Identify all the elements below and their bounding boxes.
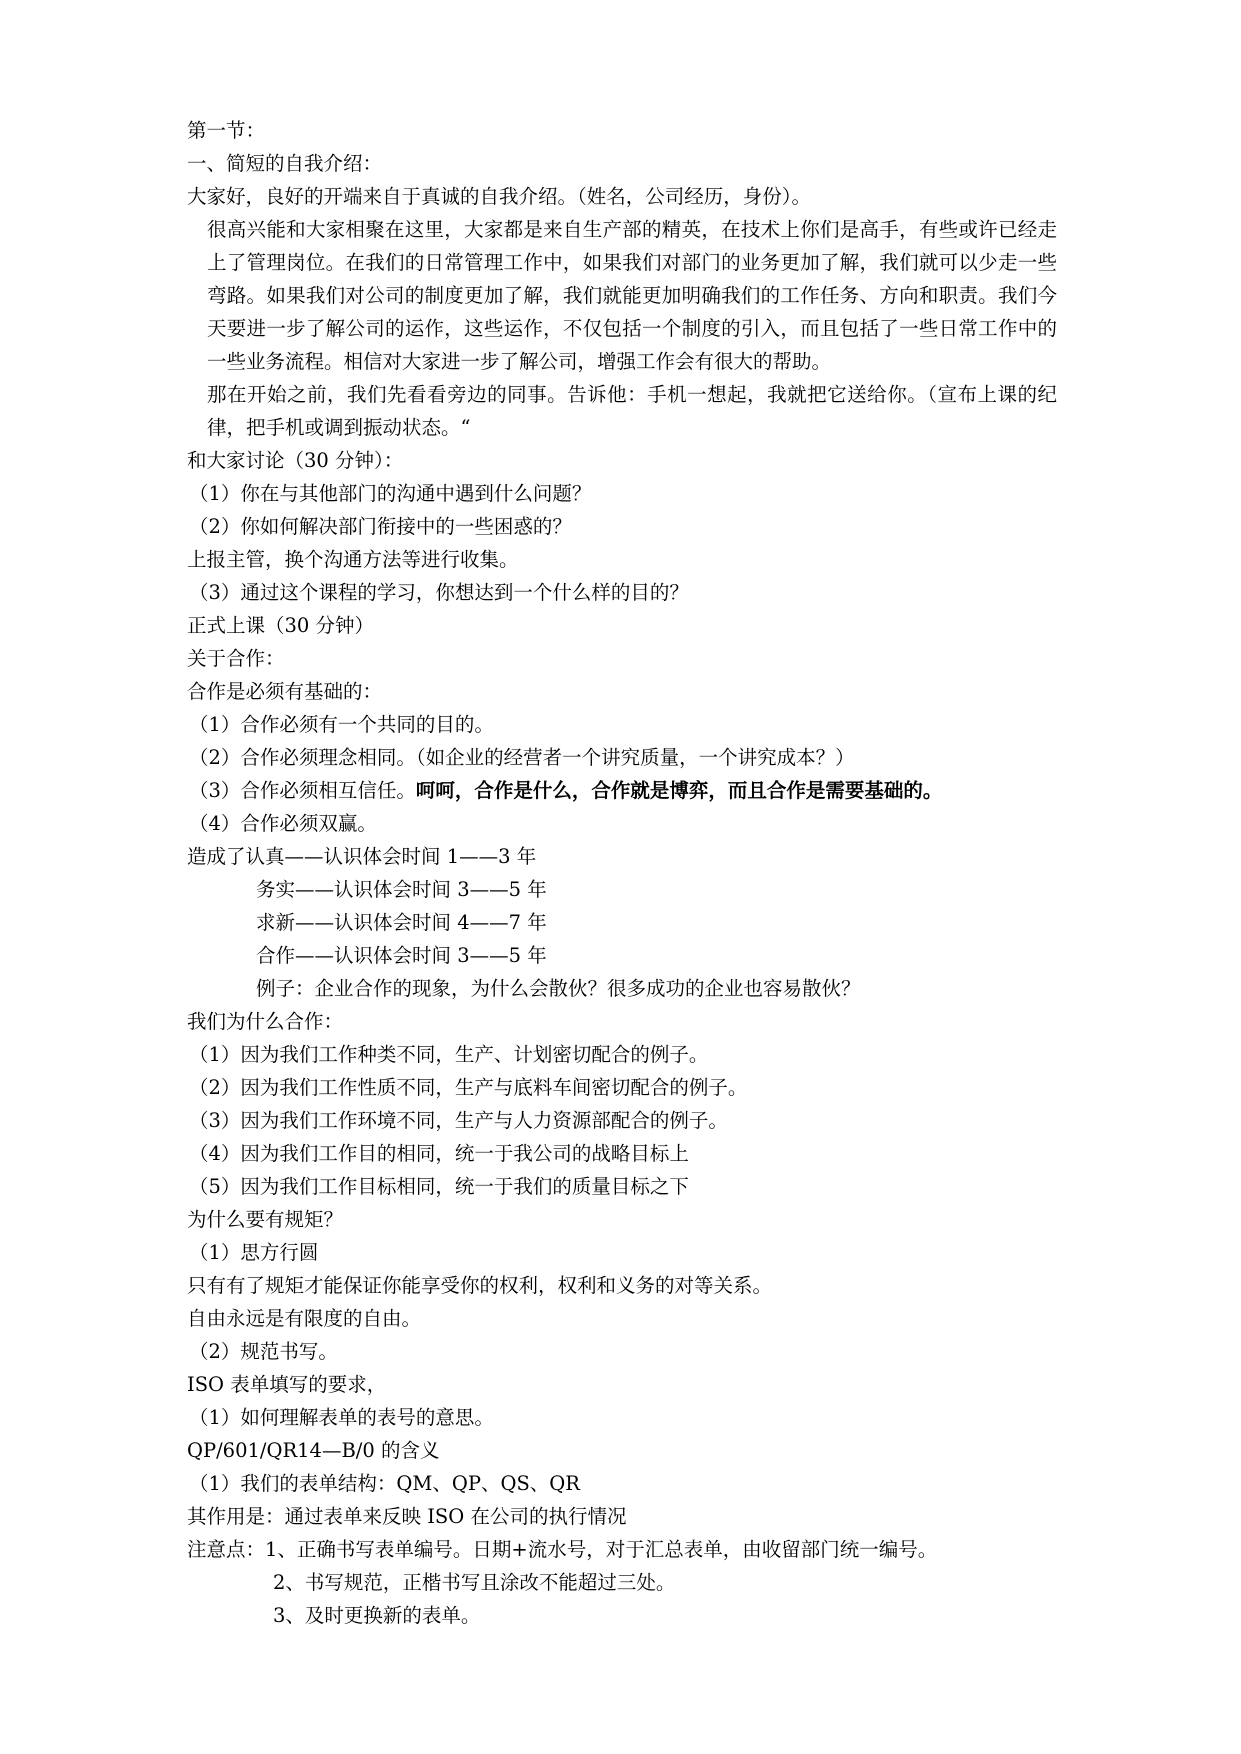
discussion-question-3: （3）通过这个课程的学习，你想达到一个什么样的目的？: [189, 581, 689, 604]
paragraph-phone-rule: 那在开始之前，我们先看看旁边的同事。告诉他：手机一想起，我就把它送给你。（宣布上课的纪律，把手机或调到振动状态。“: [207, 383, 1057, 439]
note-item-2: 2、书写规范，正楷书写且涂改不能超过三处。: [273, 1571, 676, 1594]
discussion-question-2: （2）你如何解决部门衔接中的一些困惑的？: [189, 515, 572, 538]
discussion-title: 和大家讨论（30 分钟）：: [187, 449, 404, 472]
document-body: [187, 114, 1057, 1632]
about-cooperation: 关于合作：: [187, 647, 285, 670]
why-item-1: （1）因为我们工作种类不同，生产、计划密切配合的例子。: [189, 1043, 709, 1066]
discussion-note: 上报主管，换个沟通方法等进行收集。: [187, 548, 519, 571]
class-title: 正式上课（30 分钟）: [187, 614, 375, 637]
rules-item-1: （1）思方行圆: [189, 1241, 319, 1264]
cooperation-item-1: （1）合作必须有一个共同的目的。: [189, 713, 494, 736]
cooperation-item-4: （4）合作必须双赢。: [189, 812, 377, 835]
rules-title: 为什么要有规矩？: [187, 1208, 344, 1231]
section-heading: 第一节：: [187, 119, 266, 142]
rules-note-2: 自由永远是有限度的自由。: [187, 1307, 422, 1330]
why-item-4: （4）因为我们工作目的相同，统一于我公司的战略目标上: [189, 1142, 689, 1165]
cooperation-basis: 合作是必须有基础的：: [187, 680, 383, 703]
iso-effect: 其作用是：通过表单来反映 ISO 在公司的执行情况: [187, 1505, 627, 1528]
stage-line-1: 造成了认真——认识体会时间 1——3 年: [187, 845, 537, 868]
note-item-1: 注意点：1、正确书写表单编号。日期+流水号，对于汇总表单，由收留部门统一编号。: [187, 1538, 938, 1561]
why-cooperate-title: 我们为什么合作：: [187, 1010, 344, 1033]
why-item-3: （3）因为我们工作环境不同，生产与人力资源部配合的例子。: [189, 1109, 728, 1132]
iso-item-1: （1）如何理解表单的表号的意思。: [189, 1406, 494, 1429]
iso-structure: （1）我们的表单结构：QM、QP、QS、QR: [189, 1472, 580, 1495]
discussion-question-1: （1）你在与其他部门的沟通中遇到什么问题？: [189, 482, 592, 505]
rules-item-2: （2）规范书写。: [189, 1340, 338, 1363]
note-item-3: 3、及时更换新的表单。: [273, 1604, 481, 1627]
why-item-2: （2）因为我们工作性质不同，生产与底料车间密切配合的例子。: [189, 1076, 748, 1099]
iso-code-meaning: QP/601/QR14—B/0 的含义: [187, 1439, 440, 1462]
cooperation-item-3: [187, 774, 1057, 807]
iso-title: ISO 表单填写的要求，: [187, 1373, 387, 1396]
rules-note-1: 只有有了规矩才能保证你能享受你的权利，权利和义务的对等关系。: [187, 1274, 773, 1297]
paragraph-welcome: 很高兴能和大家相聚在这里，大家都是来自生产部的精英，在技术上你们是高手，有些或许已经走上了管理岗位。在我们的日常管理工作中，如果我们对部门的业务更加了解，我们就可以少走一些弯路。如果我们对公司的制度更加了解，我们就能更加明确我们的工作任务、方向和职责。我们今天要进一步了解公司的运作，这些运作，不仅包括一个制度的引入，而且包括了一些日常工作中的一些业务流程。相信对大家进一步了解公司，增强工作会有很大的帮助。: [207, 218, 1057, 373]
cooperation-item-3-text: （3）合作必须相互信任。: [189, 779, 416, 802]
why-item-5: （5）因为我们工作目标相同，统一于我们的质量目标之下: [189, 1175, 689, 1198]
stage-line-3: 求新——认识体会时间 4——7 年: [256, 911, 547, 934]
intro-heading: 一、简短的自我介绍：: [187, 152, 383, 175]
stage-line-2: 务实——认识体会时间 3——5 年: [256, 878, 547, 901]
stage-line-4: 合作——认识体会时间 3——5 年: [256, 944, 547, 967]
cooperation-item-3-bold: 呵呵，合作是什么，合作就是博弈，而且合作是需要基础的。: [415, 779, 943, 802]
intro-line: 大家好，良好的开端来自于真诚的自我介绍。（姓名，公司经历，身份）。: [187, 185, 812, 208]
stage-example: 例子：企业合作的现象，为什么会散伙？很多成功的企业也容易散伙？: [256, 977, 861, 1000]
cooperation-item-2: （2）合作必须理念相同。（如企业的经营者一个讲究质量，一个讲究成本？）: [189, 746, 855, 769]
